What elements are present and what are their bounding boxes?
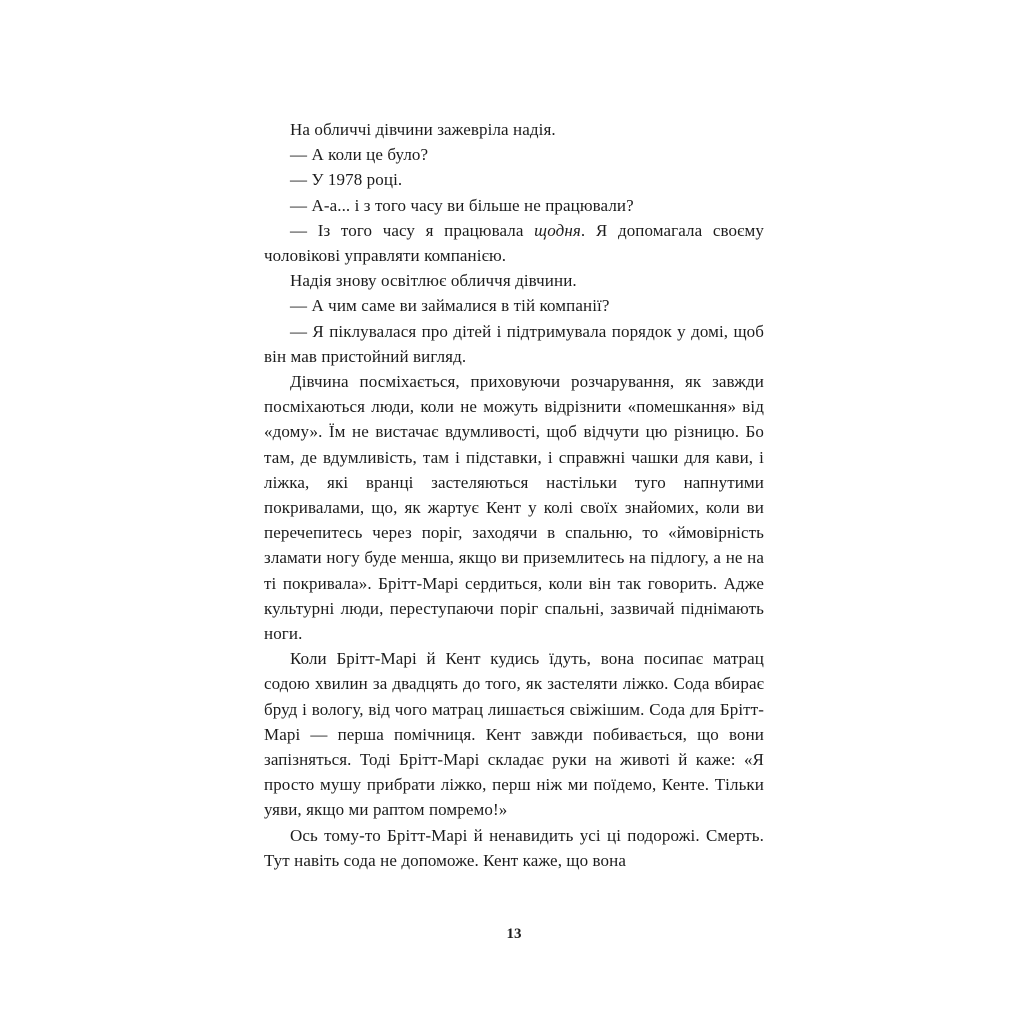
paragraph — [264, 117, 764, 142]
paragraph — [264, 646, 764, 822]
text-segment: — Із того часу я працювала — [290, 220, 535, 240]
text-segment: . Я допомагала своєму чоловікові управляти компанією. — [264, 220, 764, 266]
paragraph — [264, 193, 764, 218]
text-segment: Ось тому-то Брітт-Марі й ненавидить усі ці подорожі. Смерть. Тут навіть сода не допоможе. Кент каже, що вона — [264, 825, 764, 870]
text-segment: — У 1978 році. — [290, 170, 403, 190]
text-segment: — А-а... і з того часу ви більше не працювали? — [290, 195, 634, 215]
paragraph — [264, 319, 764, 369]
text-segment: — Я піклувалася про дітей і підтримувала порядок у домі, щоб він мав пристойний вигляд. — [264, 321, 764, 366]
paragraph — [264, 167, 764, 192]
text-segment: Надія знову освітлює обличчя дівчини. — [290, 271, 577, 291]
text-segment: Дівчина посміхається, приховуючи розчарування, як завжди посміхаються люди, коли не можуть відрізнити «помешкання» від «дому». Їм не вистачає вдумливості, щоб відчути цю різницю. Бо там, де вдумливість, там і підставки, і справжні чашки для кави, і ліжка, які вранці застеляються настільки туго напнутими покривалами, що, як жартує Кент у колі своїх знайомих, коли ви перечепитесь через поріг, заходячи в спальню, то «ймовірність зламати ногу буде менша, якщо ви приземлитесь на підлогу, а не на ті покривала». Брітт-Марі сердиться, коли він так говорить. Адже культурні люди, переступаючи поріг спальні, зазвичай піднімають ноги. — [264, 372, 764, 644]
paragraph — [264, 268, 764, 293]
text-segment: — А коли це було? — [290, 145, 429, 165]
page-text — [264, 117, 764, 873]
text-segment: щодня — [534, 220, 581, 240]
text-segment: — А чим саме ви займалися в тій компанії? — [290, 296, 610, 316]
paragraph — [264, 369, 764, 646]
paragraph — [264, 218, 764, 268]
paragraph — [264, 293, 764, 318]
text-segment: Коли Брітт-Марі й Кент кудись їдуть, вона посипає матрац содою хвилин за двадцять до того, як застеляти ліжко. Сода вбирає бруд і вологу, від чого матрац лишається свіжішим. Сода для Брітт-Марі — перша помічниця. Кент завжди побивається, що вони запізняться. Тоді Брітт-Марі складає руки на животі й каже: «Я просто мушу прибрати ліжко, перш ніж ми поїдемо, Кенте. Тільки уяви, якщо ми раптом помремо!» — [264, 649, 764, 820]
paragraph — [264, 142, 764, 167]
paragraph — [264, 823, 764, 873]
page-number: 13 — [506, 926, 522, 942]
text-segment: На обличчі дівчини зажевріла надія. — [290, 120, 556, 139]
